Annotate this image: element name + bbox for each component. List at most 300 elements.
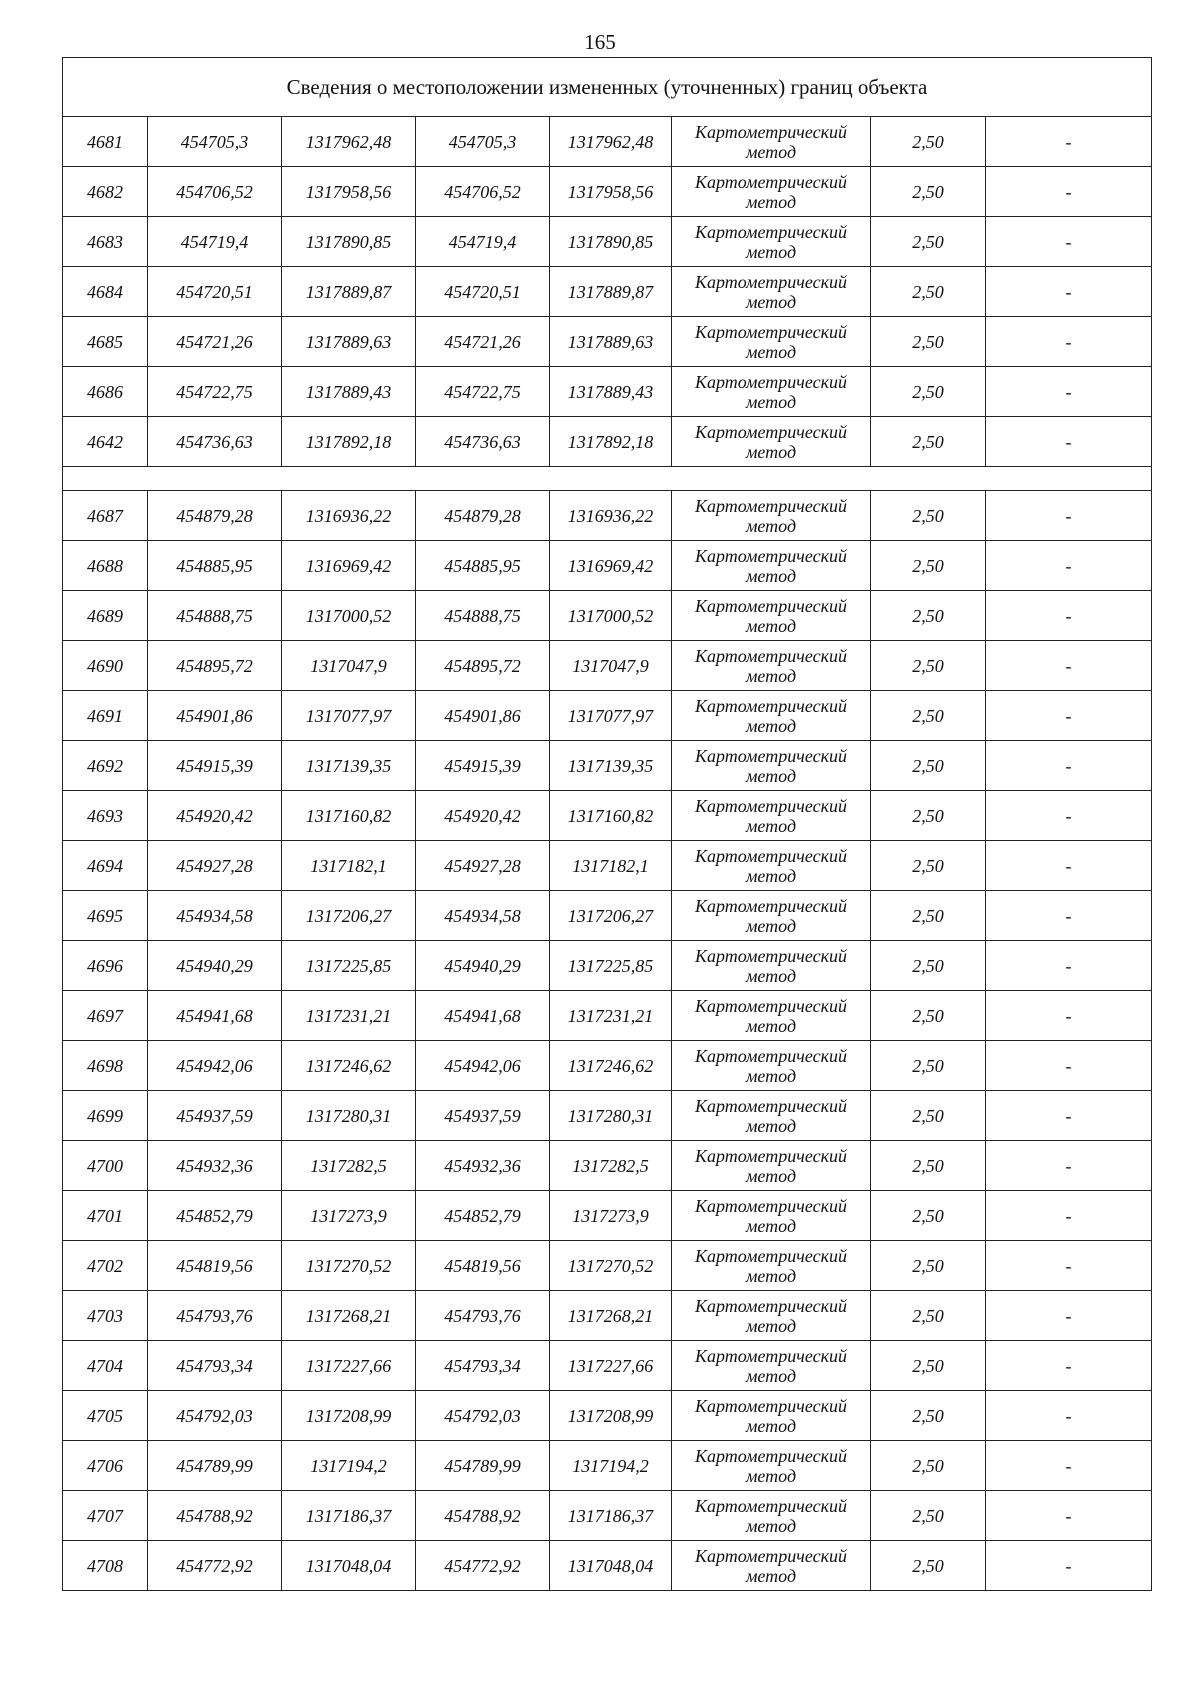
cell-old-x: 454888,75 — [148, 591, 282, 641]
cell-description: - — [986, 1041, 1152, 1091]
cell-new-x: 454719,4 — [416, 217, 550, 267]
cell-new-y: 1317892,18 — [550, 417, 672, 467]
cell-method — [672, 891, 871, 941]
cell-method — [672, 1491, 871, 1541]
cell-new-x: 454788,92 — [416, 1491, 550, 1541]
cell-old-x: 454942,06 — [148, 1041, 282, 1091]
cell-new-x: 454789,99 — [416, 1441, 550, 1491]
table-row — [63, 1291, 1152, 1341]
table-row — [63, 841, 1152, 891]
cell-description: - — [986, 491, 1152, 541]
cell-new-y: 1317282,5 — [550, 1141, 672, 1191]
cell-old-y: 1317890,85 — [282, 217, 416, 267]
cell-method — [672, 217, 871, 267]
cell-point-number: 4706 — [63, 1441, 148, 1491]
cell-method — [672, 267, 871, 317]
cell-description: - — [986, 891, 1152, 941]
cell-point-number: 4689 — [63, 591, 148, 641]
cell-old-x: 454736,63 — [148, 417, 282, 467]
cell-accuracy: 2,50 — [871, 1541, 986, 1591]
method-line-2: метод — [745, 1365, 797, 1386]
cell-point-number: 4687 — [63, 491, 148, 541]
cell-method — [672, 841, 871, 891]
method-line-1: Картометрический — [694, 1545, 847, 1566]
cell-new-y: 1317268,21 — [550, 1291, 672, 1341]
method-line-2: метод — [745, 1415, 797, 1436]
cell-new-y: 1317048,04 — [550, 1541, 672, 1591]
cell-point-number: 4682 — [63, 167, 148, 217]
cell-method — [672, 491, 871, 541]
method-line-1: Картометрический — [694, 1095, 847, 1116]
cell-old-y: 1317273,9 — [282, 1191, 416, 1241]
cell-method — [672, 1141, 871, 1191]
cell-point-number: 4694 — [63, 841, 148, 891]
cell-new-y: 1316936,22 — [550, 491, 672, 541]
table-row — [63, 417, 1152, 467]
cell-accuracy: 2,50 — [871, 1241, 986, 1291]
cell-old-x: 454789,99 — [148, 1441, 282, 1491]
cell-old-y: 1317280,31 — [282, 1091, 416, 1141]
cell-accuracy: 2,50 — [871, 117, 986, 167]
cell-accuracy: 2,50 — [871, 1141, 986, 1191]
cell-accuracy: 2,50 — [871, 841, 986, 891]
method-line-2: метод — [745, 191, 797, 212]
cell-new-y: 1317890,85 — [550, 217, 672, 267]
cell-new-y: 1317231,21 — [550, 991, 672, 1041]
cell-new-y: 1317958,56 — [550, 167, 672, 217]
method-line-2: метод — [745, 441, 797, 462]
cell-new-x: 454941,68 — [416, 991, 550, 1041]
method-line-1: Картометрический — [694, 545, 847, 566]
cell-method — [672, 117, 871, 167]
cell-point-number: 4705 — [63, 1391, 148, 1441]
cell-method — [672, 741, 871, 791]
cell-description: - — [986, 1441, 1152, 1491]
cell-new-y: 1317208,99 — [550, 1391, 672, 1441]
method-line-2: метод — [745, 815, 797, 836]
cell-description: - — [986, 1491, 1152, 1541]
cell-method — [672, 941, 871, 991]
method-line-2: метод — [745, 1215, 797, 1236]
table-row — [63, 641, 1152, 691]
cell-description: - — [986, 1541, 1152, 1591]
cell-old-y: 1317048,04 — [282, 1541, 416, 1591]
cell-method — [672, 1191, 871, 1241]
cell-new-x: 454934,58 — [416, 891, 550, 941]
cell-point-number: 4704 — [63, 1341, 148, 1391]
cell-accuracy: 2,50 — [871, 541, 986, 591]
table-row — [63, 1141, 1152, 1191]
method-line-2: метод — [745, 1015, 797, 1036]
cell-accuracy: 2,50 — [871, 891, 986, 941]
cell-description: - — [986, 1291, 1152, 1341]
cell-old-y: 1317047,9 — [282, 641, 416, 691]
cell-method — [672, 1091, 871, 1141]
cell-old-x: 454940,29 — [148, 941, 282, 991]
cell-point-number: 4685 — [63, 317, 148, 367]
cell-old-x: 454772,92 — [148, 1541, 282, 1591]
cell-old-y: 1317206,27 — [282, 891, 416, 941]
cell-old-x: 454937,59 — [148, 1091, 282, 1141]
cell-description: - — [986, 791, 1152, 841]
cell-description: - — [986, 217, 1152, 267]
cell-point-number: 4691 — [63, 691, 148, 741]
cell-description: - — [986, 1341, 1152, 1391]
cell-new-y: 1317246,62 — [550, 1041, 672, 1091]
cell-point-number: 4703 — [63, 1291, 148, 1341]
cell-old-x: 454895,72 — [148, 641, 282, 691]
method-line-2: метод — [745, 965, 797, 986]
method-line-1: Картометрический — [694, 121, 847, 142]
cell-old-y: 1317186,37 — [282, 1491, 416, 1541]
cell-point-number: 4690 — [63, 641, 148, 691]
cell-description: - — [986, 1241, 1152, 1291]
cell-accuracy: 2,50 — [871, 1291, 986, 1341]
cell-accuracy: 2,50 — [871, 991, 986, 1041]
cell-description: - — [986, 167, 1152, 217]
method-line-2: метод — [745, 141, 797, 162]
cell-new-x: 454942,06 — [416, 1041, 550, 1091]
table-row — [63, 167, 1152, 217]
method-line-1: Картометрический — [694, 1145, 847, 1166]
cell-description: - — [986, 641, 1152, 691]
cell-old-x: 454920,42 — [148, 791, 282, 841]
cell-old-x: 454852,79 — [148, 1191, 282, 1241]
cell-point-number: 4695 — [63, 891, 148, 941]
cell-new-y: 1317227,66 — [550, 1341, 672, 1391]
cell-new-x: 454932,36 — [416, 1141, 550, 1191]
cell-old-x: 454792,03 — [148, 1391, 282, 1441]
cell-old-y: 1316969,42 — [282, 541, 416, 591]
cell-point-number: 4686 — [63, 367, 148, 417]
cell-new-x: 454720,51 — [416, 267, 550, 317]
cell-new-y: 1317186,37 — [550, 1491, 672, 1541]
cell-method — [672, 1391, 871, 1441]
cell-method — [672, 367, 871, 417]
cell-accuracy: 2,50 — [871, 591, 986, 641]
cell-new-y: 1317047,9 — [550, 641, 672, 691]
cell-old-x: 454705,3 — [148, 117, 282, 167]
cell-point-number: 4702 — [63, 1241, 148, 1291]
cell-method — [672, 691, 871, 741]
cell-old-x: 454819,56 — [148, 1241, 282, 1291]
cell-old-y: 1317268,21 — [282, 1291, 416, 1341]
method-line-1: Картометрический — [694, 421, 847, 442]
cell-description: - — [986, 691, 1152, 741]
cell-old-x: 454901,86 — [148, 691, 282, 741]
cell-old-y: 1317160,82 — [282, 791, 416, 841]
table-row — [63, 1041, 1152, 1091]
cell-point-number: 4642 — [63, 417, 148, 467]
cell-new-x: 454937,59 — [416, 1091, 550, 1141]
cell-new-x: 454915,39 — [416, 741, 550, 791]
cell-method — [672, 591, 871, 641]
cell-old-y: 1317208,99 — [282, 1391, 416, 1441]
cell-method — [672, 791, 871, 841]
method-line-1: Картометрический — [694, 745, 847, 766]
method-line-1: Картометрический — [694, 321, 847, 342]
cell-accuracy: 2,50 — [871, 791, 986, 841]
group-separator-row — [63, 467, 1152, 491]
cell-accuracy: 2,50 — [871, 417, 986, 467]
cell-old-y: 1316936,22 — [282, 491, 416, 541]
method-line-2: метод — [745, 1565, 797, 1586]
cell-old-x: 454915,39 — [148, 741, 282, 791]
method-line-1: Картометрический — [694, 1045, 847, 1066]
table-row — [63, 591, 1152, 641]
cell-old-y: 1317139,35 — [282, 741, 416, 791]
cell-old-x: 454885,95 — [148, 541, 282, 591]
cell-new-x: 454940,29 — [416, 941, 550, 991]
cell-old-x: 454721,26 — [148, 317, 282, 367]
method-line-2: метод — [745, 765, 797, 786]
cell-old-y: 1317889,87 — [282, 267, 416, 317]
table-row — [63, 1191, 1152, 1241]
table-row — [63, 1241, 1152, 1291]
method-line-2: метод — [745, 391, 797, 412]
table-row — [63, 991, 1152, 1041]
cell-old-x: 454720,51 — [148, 267, 282, 317]
method-line-1: Картометрический — [694, 895, 847, 916]
cell-description: - — [986, 267, 1152, 317]
cell-description: - — [986, 317, 1152, 367]
cell-accuracy: 2,50 — [871, 1491, 986, 1541]
cell-description: - — [986, 591, 1152, 641]
cell-new-y: 1317206,27 — [550, 891, 672, 941]
cell-method — [672, 541, 871, 591]
method-line-2: метод — [745, 1165, 797, 1186]
method-line-2: метод — [745, 241, 797, 262]
method-line-1: Картометрический — [694, 945, 847, 966]
table-row — [63, 941, 1152, 991]
cell-point-number: 4707 — [63, 1491, 148, 1541]
method-line-1: Картометрический — [694, 1395, 847, 1416]
cell-accuracy: 2,50 — [871, 1091, 986, 1141]
cell-point-number: 4698 — [63, 1041, 148, 1091]
cell-new-y: 1317962,48 — [550, 117, 672, 167]
table-caption: Сведения о местоположении измененных (уточненных) границ объекта — [63, 58, 1152, 117]
cell-old-y: 1317246,62 — [282, 1041, 416, 1091]
cell-accuracy: 2,50 — [871, 1441, 986, 1491]
cell-point-number: 4701 — [63, 1191, 148, 1241]
cell-new-x: 454793,76 — [416, 1291, 550, 1341]
method-line-1: Картометрический — [694, 495, 847, 516]
cell-accuracy: 2,50 — [871, 491, 986, 541]
cell-new-x: 454722,75 — [416, 367, 550, 417]
cell-description: - — [986, 991, 1152, 1041]
cell-new-y: 1317160,82 — [550, 791, 672, 841]
cell-point-number: 4683 — [63, 217, 148, 267]
cell-old-x: 454934,58 — [148, 891, 282, 941]
cell-accuracy: 2,50 — [871, 267, 986, 317]
cell-accuracy: 2,50 — [871, 167, 986, 217]
cell-method — [672, 1341, 871, 1391]
method-line-1: Картометрический — [694, 1345, 847, 1366]
cell-old-y: 1317225,85 — [282, 941, 416, 991]
cell-point-number: 4681 — [63, 117, 148, 167]
cell-method — [672, 1541, 871, 1591]
method-line-1: Картометрический — [694, 995, 847, 1016]
cell-new-x: 454888,75 — [416, 591, 550, 641]
cell-method — [672, 167, 871, 217]
cell-accuracy: 2,50 — [871, 1041, 986, 1091]
cell-new-y: 1317139,35 — [550, 741, 672, 791]
method-line-2: метод — [745, 341, 797, 362]
cell-method — [672, 317, 871, 367]
cell-old-y: 1317282,5 — [282, 1141, 416, 1191]
cell-description: - — [986, 1391, 1152, 1441]
cell-old-x: 454927,28 — [148, 841, 282, 891]
cell-point-number: 4700 — [63, 1141, 148, 1191]
cell-old-y: 1317962,48 — [282, 117, 416, 167]
cell-description: - — [986, 1191, 1152, 1241]
method-line-1: Картометрический — [694, 271, 847, 292]
method-line-1: Картометрический — [694, 595, 847, 616]
cell-accuracy: 2,50 — [871, 1391, 986, 1441]
cell-new-y: 1317889,43 — [550, 367, 672, 417]
cell-old-x: 454932,36 — [148, 1141, 282, 1191]
cell-description: - — [986, 417, 1152, 467]
cell-description: - — [986, 841, 1152, 891]
cell-new-y: 1317182,1 — [550, 841, 672, 891]
cell-method — [672, 1291, 871, 1341]
cell-old-y: 1317958,56 — [282, 167, 416, 217]
method-line-1: Картометрический — [694, 845, 847, 866]
cell-old-y: 1317182,1 — [282, 841, 416, 891]
cell-point-number: 4697 — [63, 991, 148, 1041]
cell-accuracy: 2,50 — [871, 641, 986, 691]
cell-old-x: 454879,28 — [148, 491, 282, 541]
table-row — [63, 1391, 1152, 1441]
method-line-2: метод — [745, 715, 797, 736]
cell-accuracy: 2,50 — [871, 941, 986, 991]
cell-description: - — [986, 541, 1152, 591]
method-line-1: Картометрический — [694, 795, 847, 816]
cell-new-x: 454819,56 — [416, 1241, 550, 1291]
cell-old-y: 1317270,52 — [282, 1241, 416, 1291]
cell-old-y: 1317077,97 — [282, 691, 416, 741]
table-row — [63, 317, 1152, 367]
method-line-2: метод — [745, 1065, 797, 1086]
cell-description: - — [986, 1091, 1152, 1141]
cell-old-x: 454941,68 — [148, 991, 282, 1041]
cell-accuracy: 2,50 — [871, 1341, 986, 1391]
table-row — [63, 367, 1152, 417]
method-line-1: Картометрический — [694, 371, 847, 392]
table-row — [63, 1341, 1152, 1391]
boundary-coordinates-table — [62, 57, 1152, 1591]
cell-new-y: 1317270,52 — [550, 1241, 672, 1291]
cell-old-y: 1317889,43 — [282, 367, 416, 417]
cell-point-number: 4688 — [63, 541, 148, 591]
cell-old-x: 454793,34 — [148, 1341, 282, 1391]
cell-new-x: 454792,03 — [416, 1391, 550, 1441]
cell-method — [672, 1041, 871, 1091]
cell-new-x: 454895,72 — [416, 641, 550, 691]
cell-method — [672, 1241, 871, 1291]
method-line-2: метод — [745, 915, 797, 936]
table-row — [63, 267, 1152, 317]
cell-new-x: 454885,95 — [416, 541, 550, 591]
cell-accuracy: 2,50 — [871, 691, 986, 741]
cell-new-x: 454920,42 — [416, 791, 550, 841]
cell-point-number: 4692 — [63, 741, 148, 791]
method-line-2: метод — [745, 1315, 797, 1336]
method-line-2: метод — [745, 1465, 797, 1486]
cell-new-y: 1317077,97 — [550, 691, 672, 741]
method-line-1: Картометрический — [694, 695, 847, 716]
method-line-1: Картометрический — [694, 1195, 847, 1216]
cell-new-x: 454852,79 — [416, 1191, 550, 1241]
table-row — [63, 691, 1152, 741]
method-line-2: метод — [745, 1265, 797, 1286]
method-line-2: метод — [745, 565, 797, 586]
cell-old-x: 454793,76 — [148, 1291, 282, 1341]
cell-point-number: 4696 — [63, 941, 148, 991]
method-line-2: метод — [745, 291, 797, 312]
table-row — [63, 741, 1152, 791]
cell-new-y: 1317225,85 — [550, 941, 672, 991]
table-row — [63, 1491, 1152, 1541]
cell-old-x: 454788,92 — [148, 1491, 282, 1541]
cell-description: - — [986, 117, 1152, 167]
cell-new-x: 454927,28 — [416, 841, 550, 891]
cell-point-number: 4699 — [63, 1091, 148, 1141]
method-line-2: метод — [745, 665, 797, 686]
table-row — [63, 491, 1152, 541]
cell-description: - — [986, 741, 1152, 791]
cell-new-y: 1317194,2 — [550, 1441, 672, 1491]
method-line-2: метод — [745, 515, 797, 536]
cell-method — [672, 1441, 871, 1491]
cell-accuracy: 2,50 — [871, 1191, 986, 1241]
cell-new-y: 1317000,52 — [550, 591, 672, 641]
table-body — [63, 58, 1152, 1591]
cell-new-x: 454705,3 — [416, 117, 550, 167]
cell-old-x: 454722,75 — [148, 367, 282, 417]
cell-old-y: 1317892,18 — [282, 417, 416, 467]
table-row — [63, 891, 1152, 941]
cell-new-y: 1316969,42 — [550, 541, 672, 591]
cell-old-y: 1317227,66 — [282, 1341, 416, 1391]
table-row — [63, 217, 1152, 267]
cell-new-y: 1317889,87 — [550, 267, 672, 317]
cell-description: - — [986, 367, 1152, 417]
page-number: 165 — [584, 30, 616, 54]
method-line-1: Картометрический — [694, 171, 847, 192]
method-line-1: Картометрический — [694, 1245, 847, 1266]
cell-point-number: 4693 — [63, 791, 148, 841]
cell-accuracy: 2,50 — [871, 367, 986, 417]
method-line-1: Картометрический — [694, 1445, 847, 1466]
table-row — [63, 791, 1152, 841]
table-row — [63, 1541, 1152, 1591]
method-line-2: метод — [745, 1515, 797, 1536]
method-line-2: метод — [745, 615, 797, 636]
cell-method — [672, 991, 871, 1041]
cell-old-x: 454706,52 — [148, 167, 282, 217]
cell-new-x: 454706,52 — [416, 167, 550, 217]
cell-old-y: 1317231,21 — [282, 991, 416, 1041]
cell-new-x: 454901,86 — [416, 691, 550, 741]
cell-old-y: 1317000,52 — [282, 591, 416, 641]
table-row — [63, 1441, 1152, 1491]
cell-point-number: 4708 — [63, 1541, 148, 1591]
method-line-1: Картометрический — [694, 645, 847, 666]
cell-description: - — [986, 1141, 1152, 1191]
cell-old-x: 454719,4 — [148, 217, 282, 267]
cell-new-x: 454736,63 — [416, 417, 550, 467]
